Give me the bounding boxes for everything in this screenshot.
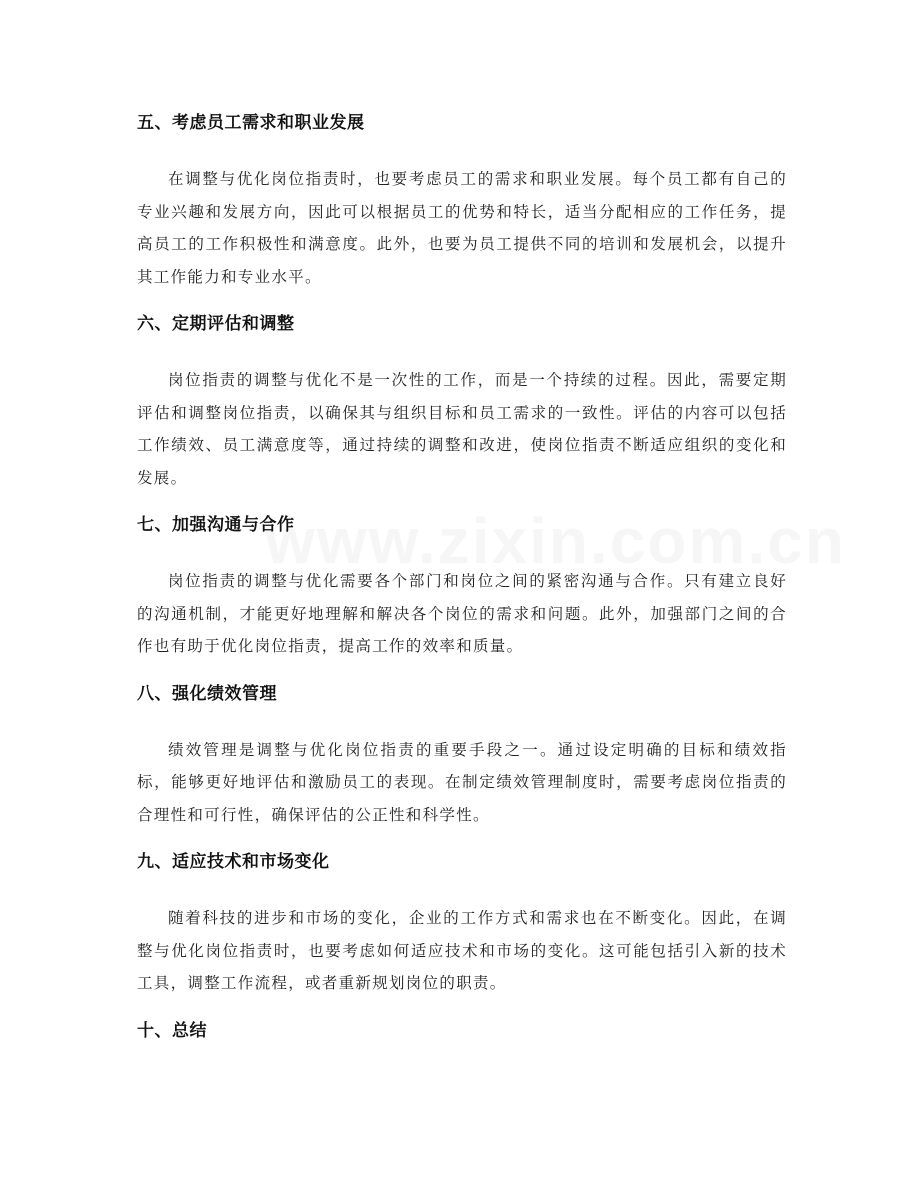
section-paragraph-7: 岗位指责的调整与优化需要各个部门和岗位之间的紧密沟通与合作。只有建立良好的沟通机制，才能更好地理解和解决各个岗位的需求和问题。此外，加强部门之间的合作也有助于优化岗位指责，提高工作的效率和质量。 (137, 572, 787, 655)
section-heading-9: 九、适应技术和市场变化 (137, 852, 330, 872)
section-paragraph-8: 绩效管理是调整与优化岗位指责的重要手段之一。通过设定明确的目标和绩效指标，能够更好地评估和激励员工的表现。在制定绩效管理制度时，需要考虑岗位指责的合理性和可行性，确保评估的公正性和科学性。 (137, 740, 787, 824)
section-heading-8: 八、强化绩效管理 (137, 683, 277, 704)
section-paragraph-9: 随着科技的进步和市场的变化，企业的工作方式和需求也在不断变化。因此，在调整与优化岗位指责时，也要考虑如何适应技术和市场的变化。这可能包括引入新的技术工具，调整工作流程，或者重新规划岗位的职责。 (137, 909, 787, 992)
section-heading-6: 六、定期评估和调整 (137, 314, 295, 334)
section-heading-7: 七、加强沟通与合作 (137, 515, 295, 535)
section-paragraph-6: 岗位指责的调整与优化不是一次性的工作，而是一个持续的过程。因此，需要定期评估和调整岗位指责，以确保其与组织目标和员工需求的一致性。评估的内容可以包括工作绩效、员工满意度等，通过持续的调整和改进，使岗位指责不断适应组织的变化和发展。 (137, 371, 787, 487)
section-heading-5: 五、考虑员工需求和职业发展 (137, 113, 365, 133)
section-heading-10: 十、总结 (137, 1020, 207, 1041)
section-paragraph-5: 在调整与优化岗位指责时，也要考虑员工的需求和职业发展。每个员工都有自己的专业兴趣和发展方向，因此可以根据员工的优势和特长，适当分配相应的工作任务，提高员工的工作积极性和满意度。此外，也要为员工提供不同的培训和发展机会，以提升其工作能力和专业水平。 (137, 170, 787, 286)
document-body (137, 104, 787, 1050)
watermark-text: www.zixin.com.cn (265, 505, 846, 577)
